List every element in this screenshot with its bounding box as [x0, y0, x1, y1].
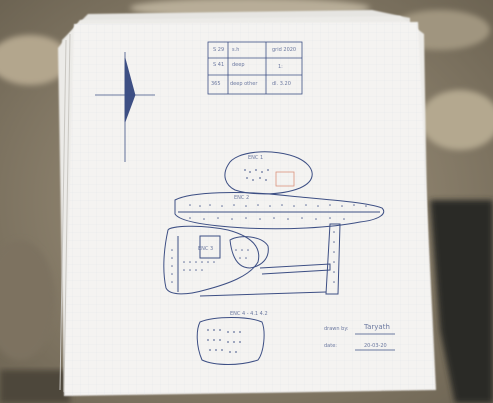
enclosure-label: ENC 2 — [234, 195, 250, 201]
key-table-cell: grid 2020 — [272, 47, 297, 53]
enclosure-label: ENC 4 - 4.1 4.2 — [230, 311, 268, 317]
paper-stack — [58, 10, 436, 396]
enclosure-label: ENC 3 — [198, 246, 214, 252]
key-table-cell: S 29 — [213, 47, 225, 53]
key-table-cell: s.h — [232, 47, 240, 53]
date-label: date: — [324, 343, 337, 349]
key-table-cell: 365 — [211, 81, 221, 87]
key-table-cell: dl. 3.20 — [272, 81, 291, 87]
date-value: 20-03-20 — [364, 343, 387, 349]
key-table-cell: 1: — [278, 64, 283, 70]
key-table-cell: S 41 — [213, 62, 225, 68]
drawn-by-value: Taryath — [364, 323, 390, 331]
drawn-by-label: drawn by: — [324, 326, 349, 332]
key-table-cell: deep — [232, 62, 245, 68]
key-table-cell: deep other — [230, 81, 258, 87]
enclosure-label: ENC 1 — [248, 155, 264, 161]
